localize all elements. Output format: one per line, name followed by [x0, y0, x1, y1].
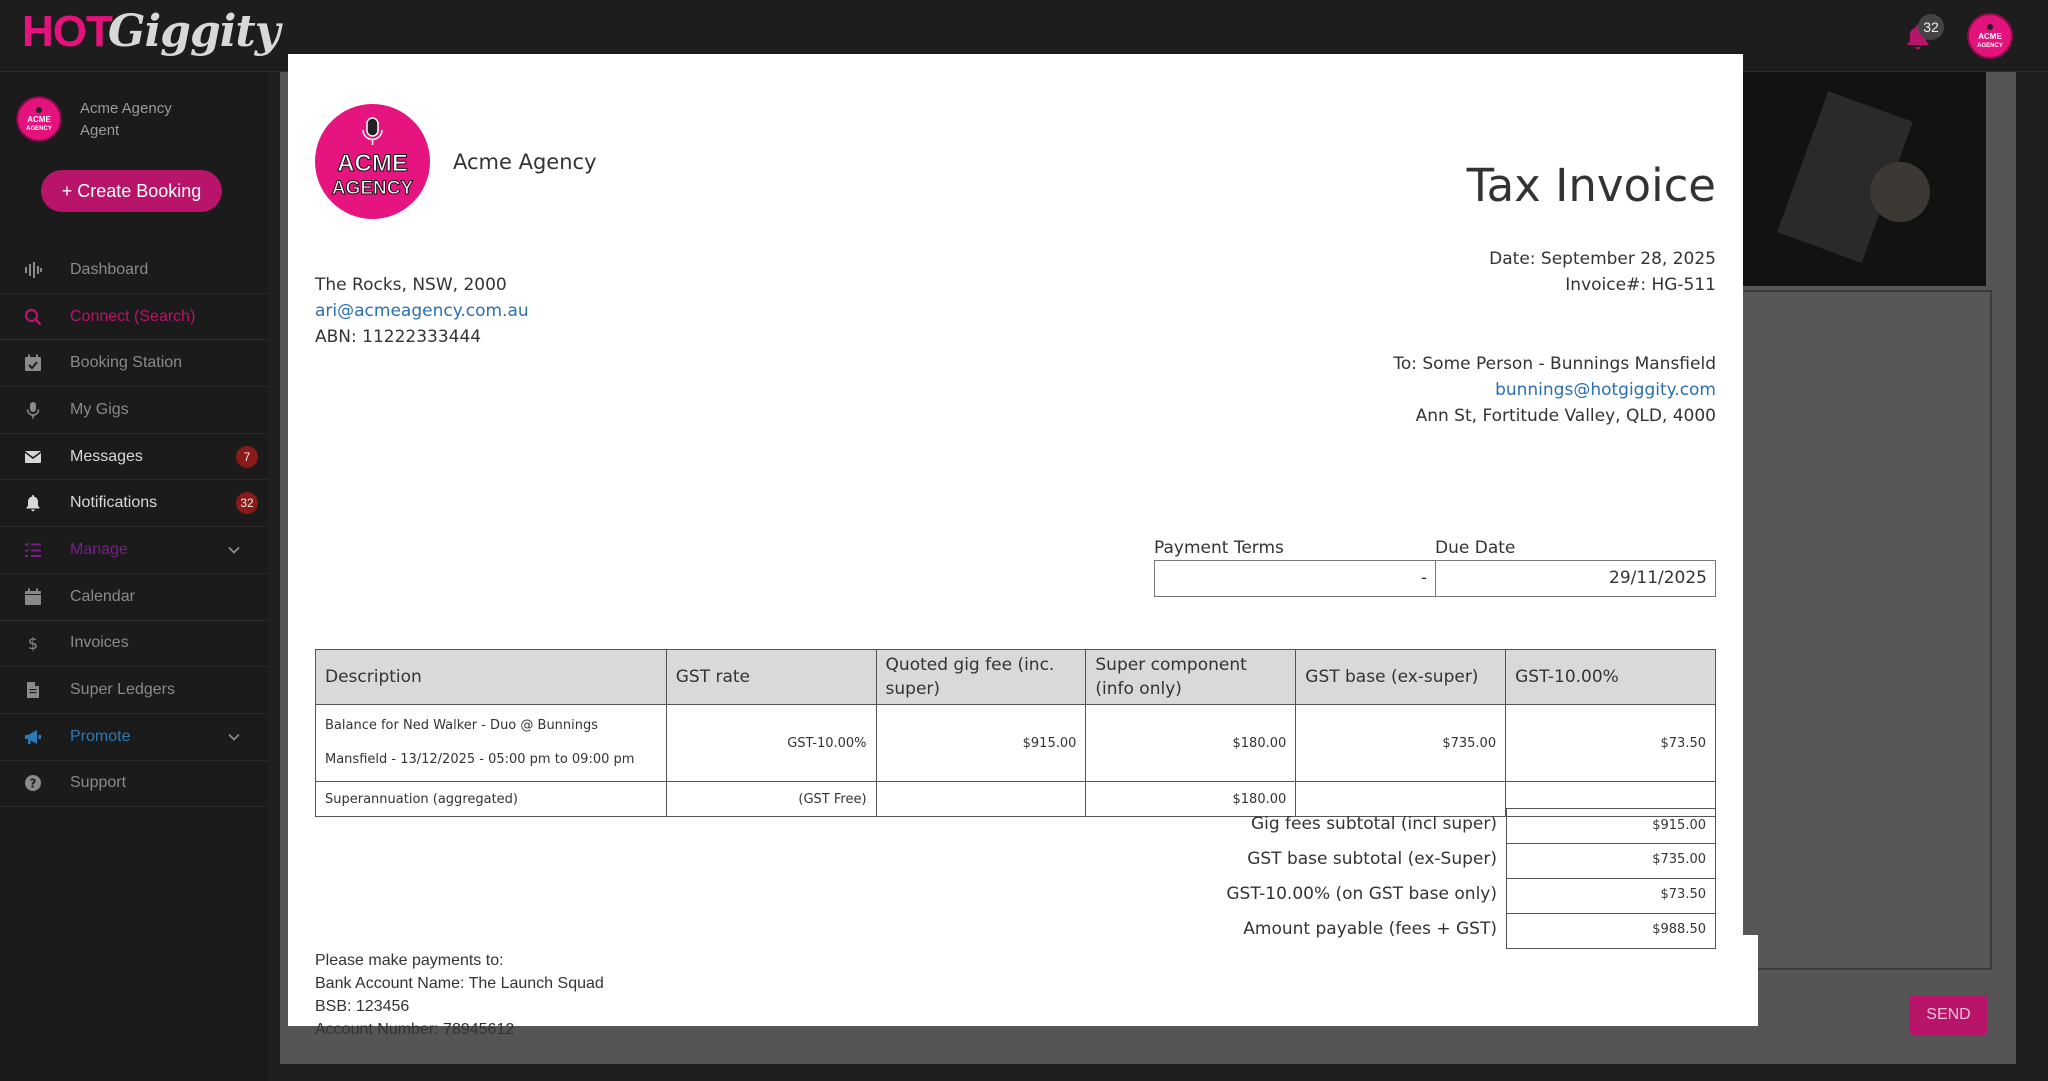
sidebar-item-label: Support: [70, 774, 127, 792]
document-icon: [24, 681, 42, 699]
column-header-super: Super component (info only): [1086, 650, 1296, 705]
sidebar-item-messages[interactable]: [0, 434, 268, 481]
totals-value: $735.00: [1506, 843, 1716, 879]
avatar-logo-icon: [1969, 15, 2011, 57]
sidebar-item-my-gigs[interactable]: [0, 387, 268, 434]
sidebar-item-notifications[interactable]: [0, 480, 268, 527]
totals-label: GST base subtotal (ex-Super): [1247, 849, 1497, 869]
sidebar-item-booking-station[interactable]: [0, 340, 268, 387]
due-date-label: Due Date: [1435, 538, 1516, 558]
invoice-to-block: [1393, 351, 1716, 429]
row-description: Superannuation (aggregated): [316, 782, 667, 817]
totals-row-gig-fees: [315, 808, 1716, 843]
sidebar-user-role: Agent: [80, 122, 120, 139]
column-header-gst-base: GST base (ex-super): [1296, 650, 1506, 705]
totals-row-gst-base: [315, 843, 1716, 878]
photo-guitar-shape: [1870, 162, 1930, 222]
list-check-icon: [24, 541, 42, 559]
account-number: Account Number: 78945612: [315, 1021, 515, 1038]
sidebar-item-dashboard[interactable]: [0, 247, 268, 294]
row-super: $180.00: [1086, 782, 1296, 817]
search-icon: [24, 308, 42, 326]
sidebar-item-super-ledgers[interactable]: [0, 667, 268, 714]
bsb: BSB: 123456: [315, 998, 410, 1015]
column-header-description: Description: [316, 650, 667, 705]
invoice-from-block: [315, 272, 529, 350]
row-gst-rate: (GST Free): [666, 782, 876, 817]
logo-text-agency: AGENCY: [331, 178, 414, 199]
svg-text:$: $: [27, 634, 39, 654]
svg-text:?: ?: [29, 776, 37, 791]
totals-label: Gig fees subtotal (incl super): [1250, 814, 1497, 834]
sidebar-item-label: Connect (Search): [70, 307, 196, 325]
sidebar: [0, 72, 268, 1081]
agency-name: Acme Agency: [453, 150, 597, 174]
invoice-meta: [1489, 246, 1716, 298]
sidebar-item-label: Calendar: [70, 587, 135, 605]
logo-hot-text: HOT: [22, 7, 112, 56]
sidebar-item-label: My Gigs: [70, 400, 129, 418]
sidebar-item-label: Notifications: [70, 494, 158, 512]
payment-details: [315, 949, 604, 1041]
send-button[interactable]: SEND: [1910, 995, 1987, 1035]
totals-label: GST-10.00% (on GST base only): [1226, 884, 1497, 904]
column-header-gst: GST-10.00%: [1506, 650, 1716, 705]
row-super: $180.00: [1086, 705, 1296, 782]
dollar-icon: [24, 634, 42, 652]
notifications-count-badge: 32: [236, 492, 258, 514]
from-abn: ABN: 11222333444: [315, 327, 482, 347]
sidebar-nav: [0, 247, 268, 807]
invoice-modal[interactable]: [288, 54, 1743, 1038]
sidebar-item-manage[interactable]: [0, 527, 268, 574]
messages-count-badge: 7: [236, 446, 258, 468]
sidebar-item-invoices[interactable]: [0, 621, 268, 668]
chevron-down-icon: [228, 731, 240, 743]
totals-row-gst: [315, 878, 1716, 913]
sidebar-item-label: Promote: [70, 727, 131, 745]
totals-value: $73.50: [1506, 878, 1716, 914]
invoice-title: Tax Invoice: [1466, 159, 1716, 212]
megaphone-icon: [24, 728, 42, 746]
sidebar-user-avatar: [16, 96, 62, 142]
totals-value: $988.50: [1506, 913, 1716, 949]
column-header-gst-rate: GST rate: [666, 650, 876, 705]
notification-count-badge: 32: [1918, 14, 1944, 40]
microphone-icon: [24, 401, 42, 419]
sidebar-item-calendar[interactable]: [0, 574, 268, 621]
invoice-date: Date: September 28, 2025: [1489, 249, 1716, 269]
background-gig-photo: [1740, 72, 1986, 286]
to-email-link[interactable]: bunnings@hotgiggity.com: [1495, 380, 1716, 400]
hotgiggity-logo[interactable]: [22, 6, 279, 57]
bell-icon: [24, 494, 42, 512]
row-gst-base: $735.00: [1296, 705, 1506, 782]
due-date-value: 29/11/2025: [1435, 560, 1716, 597]
logo-text-acme: ACME: [337, 150, 408, 177]
sidebar-user-name: Acme Agency: [80, 100, 172, 117]
sidebar-item-label: Dashboard: [70, 260, 149, 278]
invoice-number: Invoice#: HG-511: [1565, 275, 1716, 295]
svg-text:ACME: ACME: [27, 115, 51, 124]
row-gst: $73.50: [1506, 705, 1716, 782]
create-booking-button[interactable]: + Create Booking: [41, 170, 222, 212]
to-address: Ann St, Fortitude Valley, QLD, 4000: [1415, 406, 1716, 426]
column-header-quoted-fee: Quoted gig fee (inc. super): [876, 650, 1086, 705]
sidebar-item-support[interactable]: [0, 761, 268, 808]
sidebar-item-label: Super Ledgers: [70, 681, 175, 699]
payment-terms-value: -: [1154, 560, 1436, 597]
invoice-totals: [315, 808, 1716, 948]
row-gst-rate: GST-10.00%: [666, 705, 876, 782]
question-icon: [24, 774, 42, 792]
user-avatar[interactable]: [1967, 13, 2013, 59]
svg-text:AGENCY: AGENCY: [26, 126, 52, 132]
payment-heading: Please make payments to:: [315, 952, 504, 969]
avatar-logo-icon: [18, 98, 60, 140]
calendar-icon: [24, 588, 42, 606]
agency-logo: [315, 104, 430, 219]
sidebar-item-label: Booking Station: [70, 354, 183, 372]
calendar-check-icon: [24, 354, 42, 372]
waveform-icon: [24, 261, 42, 279]
sidebar-item-label: Manage: [70, 540, 128, 558]
sidebar-item-connect-search[interactable]: [0, 294, 268, 341]
background-message-frame: [1740, 290, 1992, 970]
from-address: The Rocks, NSW, 2000: [315, 275, 507, 295]
bank-account-name: Bank Account Name: The Launch Squad: [315, 975, 604, 992]
table-row: [316, 705, 1716, 782]
totals-label: Amount payable (fees + GST): [1243, 919, 1497, 939]
payment-terms-label: Payment Terms: [1154, 538, 1284, 558]
table-header-row: [316, 650, 1716, 705]
sidebar-item-label: Messages: [70, 447, 143, 465]
sidebar-user[interactable]: [16, 96, 256, 146]
sidebar-item-promote[interactable]: [0, 714, 268, 761]
from-email-link[interactable]: ari@acmeagency.com.au: [315, 301, 529, 321]
envelope-icon: [24, 448, 42, 466]
row-description: Balance for Ned Walker - Duo @ Bunnings Mansfield - 13/12/2025 - 05:00 pm to 09:00 pm: [316, 705, 667, 782]
totals-row-amount-payable: [315, 913, 1716, 948]
svg-text:AGENCY: AGENCY: [1977, 43, 2003, 49]
to-name: To: Some Person - Bunnings Mansfield: [1393, 354, 1716, 374]
invoice-items-table: [315, 649, 1716, 817]
totals-value: $915.00: [1506, 808, 1716, 844]
logo-giggity-text: Giggity: [107, 6, 280, 57]
modal-scroll-edge: [1743, 935, 1758, 1026]
row-quoted-fee: $915.00: [876, 705, 1086, 782]
chevron-down-icon: [228, 544, 240, 556]
svg-text:ACME: ACME: [1978, 32, 2002, 41]
sidebar-item-label: Invoices: [70, 634, 129, 652]
